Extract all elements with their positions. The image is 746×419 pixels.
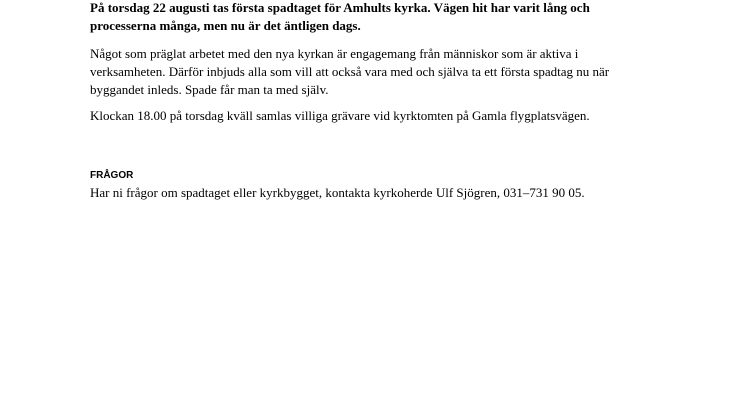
body-paragraph-time-place: Klockan 18.00 på torsdag kväll samlas villiga grävare vid kyrktomten på Gamla flygplatsvägen. [90, 108, 590, 123]
lead-paragraph: På torsdag 22 augusti tas första spadtaget för Amhults kyrka. Vägen hit har varit lång och processerna många, men nu är det äntligen dags. [90, 0, 590, 33]
questions-heading: FRÅGOR [90, 170, 134, 181]
document-page [90, 0, 620, 202]
contact-paragraph: Har ni frågor om spadtaget eller kyrkbygget, kontakta kyrkoherde Ulf Sjögren, 031–731 90 05. [90, 185, 585, 200]
body-paragraph-engagement: Något som präglat arbetet med den nya kyrkan är engagemang från människor som är aktiva i verksamheten. Därför inbjuds alla som vill att också vara med och själva ta ett första spadtag nu när byggandet inleds. Spade får man ta med själv. [90, 46, 610, 97]
